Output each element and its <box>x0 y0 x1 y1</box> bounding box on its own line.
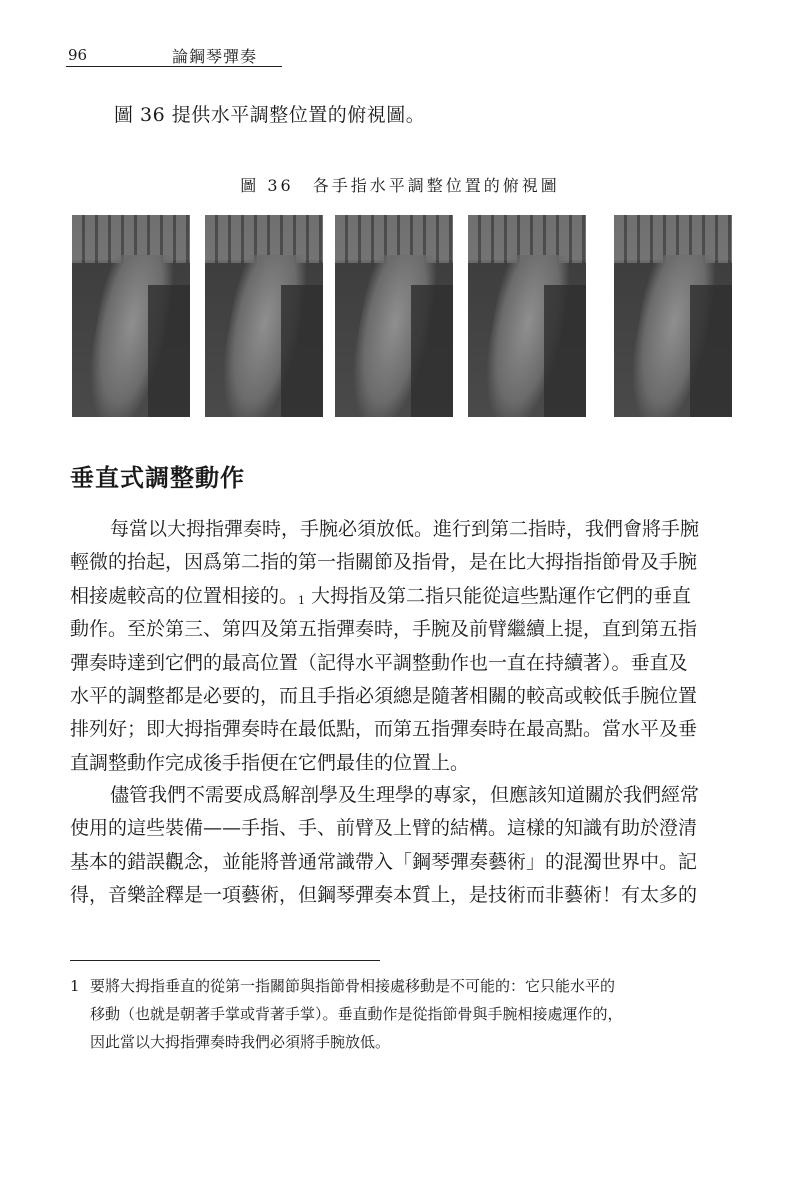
running-title: 論鋼琴彈奏 <box>172 47 258 66</box>
paragraph-line: 每當以大拇指彈奏時，手腕必須放低。進行到第二指時，我們會將手腕 <box>110 518 700 540</box>
footnote-reference: 1 <box>298 593 306 607</box>
hand-photo-4 <box>468 215 586 417</box>
footnote-number: 1 <box>70 977 80 995</box>
paragraph-line: 彈奏時達到它們的最高位置（記得水平調整動作也一直在持續著）。垂直及 <box>70 651 688 674</box>
paragraph-line: 基本的錯誤觀念，並能將普通常識帶入「鋼琴彈奏藝術」的混濁世界中。記 <box>70 850 698 873</box>
section-heading: 垂直式調整動作 <box>70 463 245 492</box>
hand-photo-2 <box>205 215 323 417</box>
paragraph-line: 使用的這些裝備——手指、手、前臂及上臂的結構。這樣的知識有助於澄清 <box>70 817 698 840</box>
footnote-divider <box>70 960 380 961</box>
hand-photo-1 <box>72 215 190 417</box>
paragraph-line-part: 相接處較高的位置相接的。 <box>70 584 299 607</box>
paragraph-line-part: 大拇指及第二指只能從這些點運作它們的垂直 <box>305 584 692 607</box>
figure-36-photos <box>72 215 742 417</box>
intro-sentence: 圖 36 提供水平調整位置的俯視圖。 <box>114 104 426 126</box>
hand-photo-5 <box>614 215 732 417</box>
body-paragraph-2 <box>70 779 740 913</box>
paragraph-line: 儘管我們不需要成爲解剖學及生理學的專家，但應該知道關於我們經常 <box>110 784 700 806</box>
footnote-line: 移動（也就是朝著手掌或背著手掌）。垂直動作是從指節骨與手腕相接處運作的， <box>90 1005 623 1023</box>
footnote <box>70 972 750 1056</box>
paragraph-line <box>70 580 740 613</box>
body-paragraph-1 <box>70 513 740 780</box>
paragraph-line: 輕微的抬起，因爲第二指的第一指關節及指骨，是在比大拇指指節骨及手腕 <box>70 551 698 574</box>
footnote-text: 要將大拇指垂直的從第一指關節與指節骨相接處移動是不可能的：它只能水平的 <box>90 977 616 995</box>
running-header <box>66 44 282 67</box>
footnote-line: 因此當以大拇指彈奏時我們必須將手腕放低。 <box>90 1033 391 1051</box>
paragraph-line: 動作。至於第三、第四及第五指彈奏時，手腕及前臂繼續上提，直到第五指 <box>70 618 698 641</box>
paragraph-line: 直調整動作完成後手指便在它們最佳的位置上。 <box>70 751 470 774</box>
paragraph-line: 排列好；即大拇指彈奏時在最低點，而第五指彈奏時在最高點。當水平及垂 <box>70 718 698 741</box>
figure-caption: 圖 36 各手指水平調整位置的俯視圖 <box>240 176 560 195</box>
paragraph-line: 得，音樂詮釋是一項藝術，但鋼琴彈奏本質上，是技術而非藝術！有太多的 <box>70 884 698 907</box>
footnote-line <box>70 972 750 1000</box>
hand-photo-3 <box>335 215 453 417</box>
paragraph-line: 水平的調整都是必要的，而且手指必須總是隨著相關的較高或較低手腕位置 <box>70 685 698 708</box>
page-number: 96 <box>68 46 88 64</box>
